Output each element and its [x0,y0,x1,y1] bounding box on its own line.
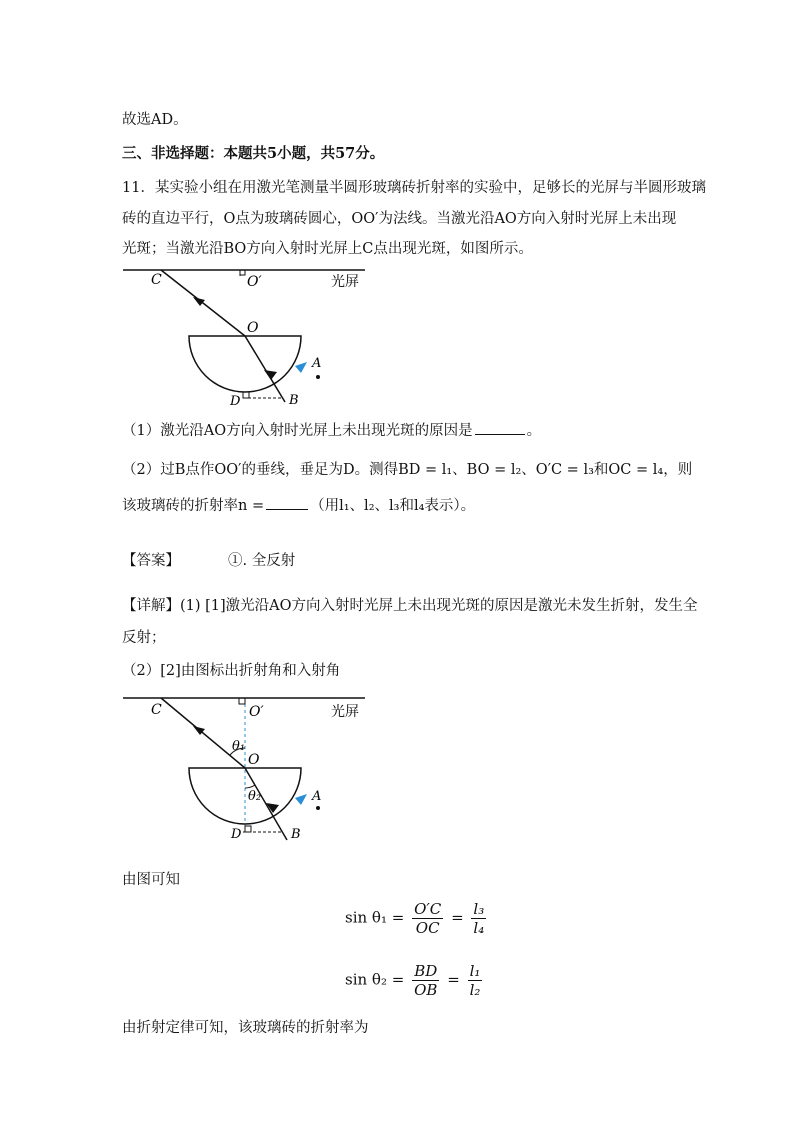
detail-line-3: （2）[2]由图标出折射角和入射角 [122,663,341,679]
label-b: B [289,393,299,408]
label-theta2: θ₂ [248,789,262,804]
label-d: D [230,394,241,409]
point-a-2 [316,806,320,810]
label-screen: 光屏 [331,274,359,290]
equation-sin-theta1: sin θ₁ = $\frac{O'C}{OC}$ = $\frac{\text{l₃}}{\text{l₄}}$ [345,900,485,937]
section-heading: 三、非选择题：本题共5小题，共57分。 [122,145,385,162]
label-c: C [151,272,162,288]
right-angle-d [243,392,249,398]
label-o: O [247,320,259,336]
right-angle-mark-2 [239,698,245,704]
point-a [316,375,320,379]
from-figure-text: 由图可知 [122,872,180,888]
angle-arc-2 [245,785,255,788]
semicircle-glass [189,336,301,392]
label-b-2: B [291,827,301,842]
prev-answer-line: 故选AD。 [122,112,188,128]
detail-line-1: 【详解】(1) [1]激光沿AO方向入射时光屏上未出现光斑的原因是激光未发生折射，发生全 [122,598,698,614]
label-o-prime-2: O′ [249,704,264,720]
label-screen-2: 光屏 [331,704,359,720]
question-text-line-2: 砖的直边平行，O点为玻璃砖圆心，OO′为法线。当激光沿AO方向入射时光屏上未出现 [122,211,677,227]
equation-sin-theta2: sin θ₂ = $\frac{BD}{OB}$ = $\frac{\text{l₁}}{\text{l₂}}$ [345,962,481,999]
ray-arrow-bo [264,370,277,380]
label-d-2: D [231,827,242,842]
answer-blank-1 [475,422,525,435]
answer-value: ①. 全反射 [228,553,296,569]
answer-row [122,553,295,570]
ray-oc [161,270,245,336]
answer-blank-2 [266,497,308,510]
label-a: A [312,356,322,371]
question-2-line-2: 该玻璃砖的折射率n = （用l₁、l₂、l₃和l₄表示）。 [122,498,476,514]
label-o-prime: O′ [247,274,262,290]
label-a-2: A [312,789,322,804]
label-c-2: C [151,702,162,718]
right-angle-d-2 [245,826,251,832]
question-text-line-3: 光斑；当激光沿BO方向入射时光屏上C点出现光斑，如图所示。 [122,241,533,257]
label-o-2: O [248,752,260,768]
figure-1 [115,262,375,412]
question-1: （1）激光沿AO方向入射时光屏上未出现光斑的原因是 。 [122,423,542,439]
figure-2 [115,690,375,850]
blue-arrow-a-2 [295,794,307,805]
label-theta1: θ₁ [232,739,246,754]
question-text-line-1: 11．某实验小组在用激光笔测量半圆形玻璃砖折射率的实验中，足够长的光屏与半圆形玻璃 [122,180,706,196]
blue-arrow-a [295,362,307,373]
refraction-law-text: 由折射定律可知，该玻璃砖的折射率为 [122,1020,369,1036]
ray-oc-2 [161,698,245,768]
answer-label: 【答案】 [122,553,180,569]
detail-line-2: 反射； [122,630,166,646]
question-2-line-1: （2）过B点作OO′的垂线，垂足为D。测得BD = l₁、BO = l₂、O′C = l₃和OC = l₄，则 [122,462,693,478]
ray-arrow-oc [193,297,205,306]
